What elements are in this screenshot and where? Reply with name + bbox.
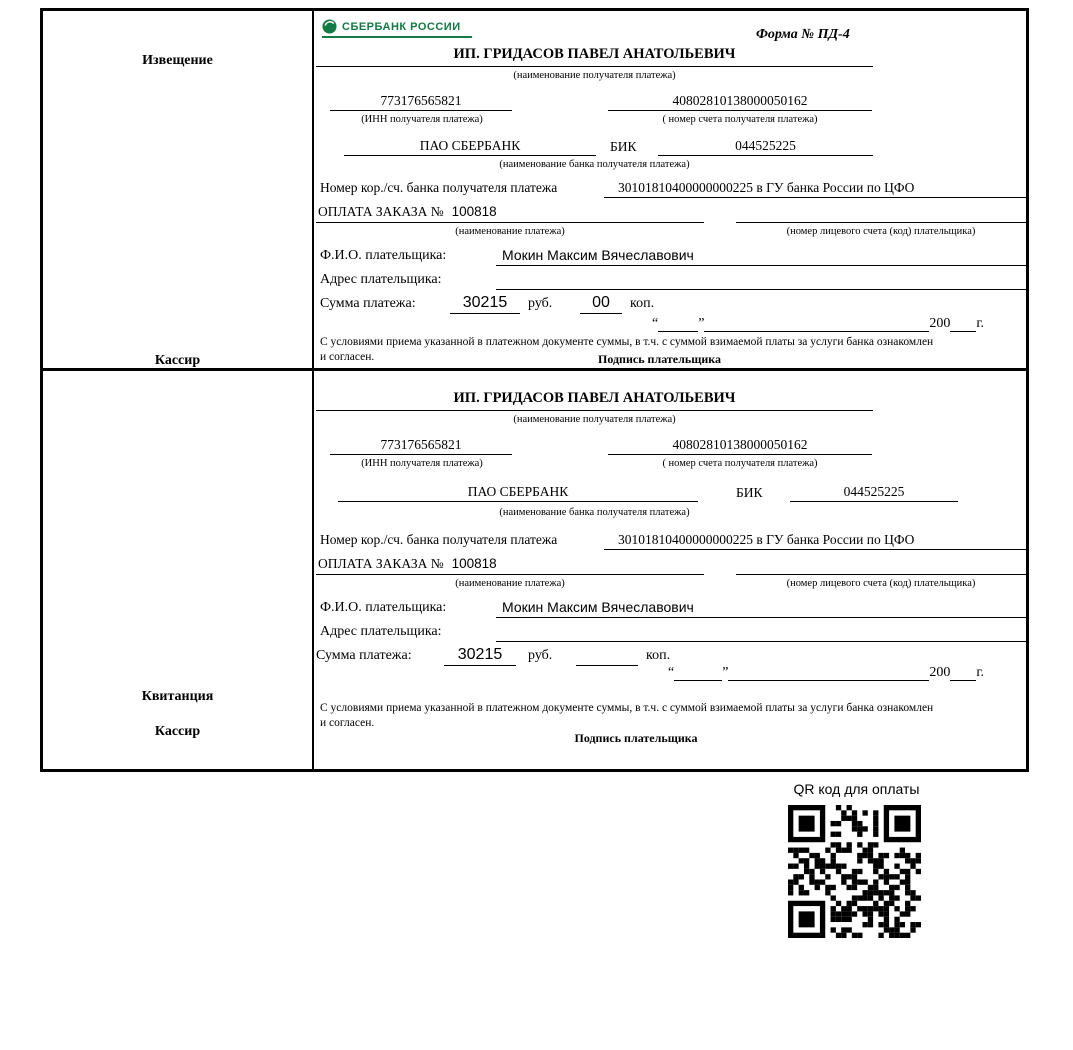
quote-open-char: “	[652, 316, 659, 331]
qr-code	[788, 805, 921, 938]
payer-name-label: Ф.И.О. плательщика:	[320, 248, 447, 263]
amount-rub-value: 30215	[450, 292, 520, 314]
rub-label: руб.	[528, 296, 553, 311]
notice-title: Извещение	[142, 53, 213, 68]
notice-left-column	[43, 11, 314, 368]
kop-label: коп.	[646, 648, 671, 663]
payer-name-value: Мокин Максим Вячеславович	[496, 244, 1026, 266]
payer-address-line	[496, 620, 1026, 642]
payment-caption: (наименование платежа)	[455, 226, 565, 237]
qr-caption: QR код для оплаты	[793, 781, 920, 797]
personal-account-caption: (номер лицевого счета (код) плательщика)	[786, 578, 976, 589]
signature-label: Подпись плательщика	[574, 731, 698, 745]
payer-address-label: Адрес плательщика:	[320, 272, 442, 287]
corr-account-value: 30101810400000000225 в ГУ банка России по ЦФО	[604, 177, 1026, 198]
inn-caption: (ИНН получателя платежа)	[361, 458, 483, 469]
amount-kop-value: 00	[580, 292, 622, 314]
notice-cashier-label: Кассир	[154, 353, 201, 368]
recipient-caption: (наименование получателя платежа)	[513, 414, 676, 425]
pd4-form	[40, 8, 1029, 772]
payer-name-label: Ф.И.О. плательщика:	[320, 600, 447, 615]
amount-label: Сумма платежа:	[320, 296, 416, 311]
month-line	[704, 314, 929, 332]
personal-account-line	[736, 201, 1026, 223]
corr-account-value: 30101810400000000225 в ГУ банка России по ЦФО	[604, 529, 1026, 550]
year-prefix: 200	[929, 665, 951, 680]
signature-label: Подпись плательщика	[598, 352, 721, 366]
day-line	[658, 314, 698, 332]
year-suffix: г.	[976, 316, 984, 331]
receipt-title: Квитанция	[141, 689, 214, 704]
year-line	[950, 663, 976, 681]
year-prefix: 200	[929, 316, 951, 331]
payer-address-line	[496, 268, 1026, 290]
payment-purpose	[316, 201, 704, 223]
personal-account-caption: (номер лицевого счета (код) плательщика)	[786, 226, 976, 237]
form-number: Форма № ПД-4	[756, 27, 850, 42]
bank-caption: (наименование банка получателя платежа)	[499, 507, 690, 518]
payer-name-value: Мокин Максим Вячеславович	[496, 596, 1026, 618]
account-value: 40802810138000050162	[608, 435, 872, 455]
notice-section	[43, 11, 1026, 371]
sberbank-logo	[322, 19, 472, 38]
bank-caption: (наименование банка получателя платежа)	[499, 159, 690, 170]
payer-address-label: Адрес плательщика:	[320, 624, 442, 639]
order-number: 100818	[451, 556, 497, 571]
purpose-label: ОПЛАТА ЗАКАЗА №	[318, 556, 444, 571]
bik-label: БИК	[736, 485, 763, 500]
receipt-cashier-label: Кассир	[154, 724, 201, 739]
bank-name-value: ПАО СБЕРБАНК	[338, 481, 698, 502]
inn-value: 773176565821	[330, 435, 512, 455]
receipt-section	[43, 371, 1026, 769]
agreement-text: С условиями приема указанной в платежном документе суммы, в т.ч. с суммой взимаемой платы за услуги банка ознакомлен и согласен.	[320, 336, 934, 364]
notice-content	[316, 11, 1026, 368]
account-value: 40802810138000050162	[608, 91, 872, 111]
recipient-name: ИП. ГРИДАСОВ ПАВЕЛ АНАТОЛЬЕВИЧ	[316, 41, 873, 67]
order-number: 100818	[451, 204, 497, 219]
corr-account-label: Номер кор./сч. банка получателя платежа	[320, 180, 558, 195]
inn-caption: (ИНН получателя платежа)	[361, 114, 483, 125]
payment-purpose	[316, 553, 704, 575]
receipt-content	[316, 371, 1026, 769]
amount-rub-value: 30215	[444, 644, 516, 666]
date-row	[652, 314, 984, 332]
quote-close-char: ”	[722, 665, 729, 680]
recipient-caption: (наименование получателя платежа)	[513, 70, 676, 81]
inn-value: 773176565821	[330, 91, 512, 111]
purpose-label: ОПЛАТА ЗАКАЗА №	[318, 204, 444, 219]
month-line	[728, 663, 929, 681]
sberbank-logo-icon	[322, 19, 337, 34]
rub-label: руб.	[528, 648, 553, 663]
payment-caption: (наименование платежа)	[455, 578, 565, 589]
account-caption: ( номер счета получателя платежа)	[662, 458, 818, 469]
sberbank-logo-text: СБЕРБАНК РОССИИ	[342, 20, 461, 33]
corr-account-label: Номер кор./сч. банка получателя платежа	[320, 532, 558, 547]
bank-name-value: ПАО СБЕРБАНК	[344, 135, 596, 156]
kop-label: коп.	[630, 296, 655, 311]
personal-account-line	[736, 553, 1026, 575]
date-row	[668, 663, 984, 681]
account-caption: ( номер счета получателя платежа)	[662, 114, 818, 125]
quote-close-char: ”	[698, 316, 705, 331]
sberbank-logo-underline	[322, 36, 472, 38]
year-suffix: г.	[976, 665, 984, 680]
amount-kop-value	[576, 644, 638, 666]
year-line	[950, 314, 976, 332]
day-line	[674, 663, 722, 681]
receipt-left-column	[43, 371, 314, 769]
bik-label: БИК	[610, 139, 637, 154]
bik-value: 044525225	[658, 135, 873, 156]
amount-label: Сумма платежа:	[316, 648, 412, 663]
recipient-name: ИП. ГРИДАСОВ ПАВЕЛ АНАТОЛЬЕВИЧ	[316, 385, 873, 411]
bik-value: 044525225	[790, 481, 958, 502]
agreement-text: С условиями приема указанной в платежном документе суммы, в т.ч. с суммой взимаемой платы за услуги банка ознакомлен и согласен.	[320, 702, 934, 730]
quote-open-char: “	[668, 665, 675, 680]
